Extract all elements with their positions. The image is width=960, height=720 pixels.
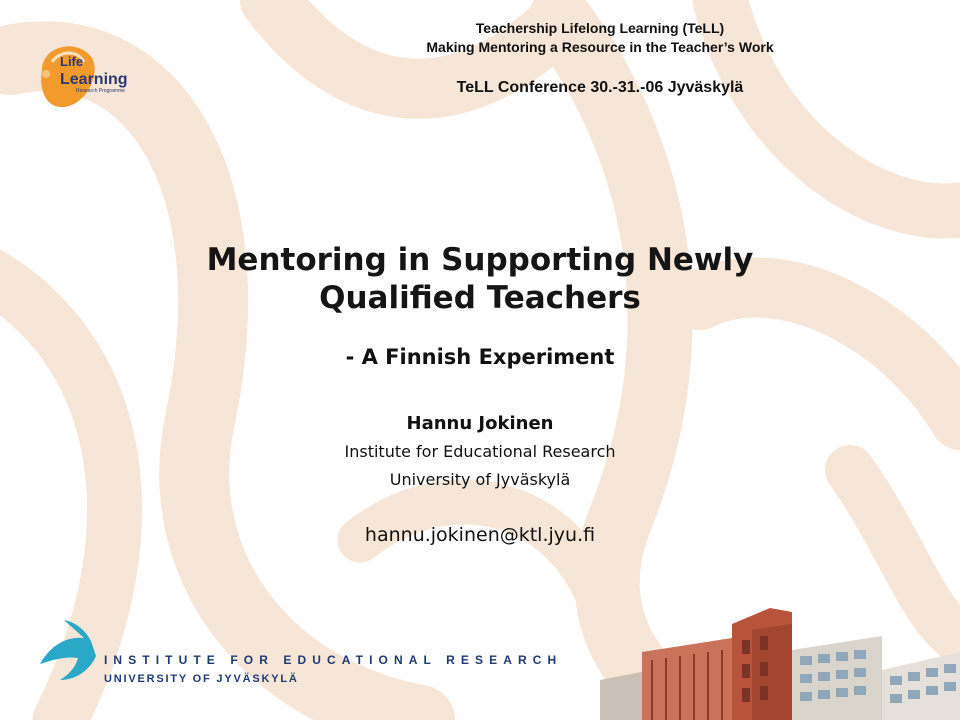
title-line-2: Qualified Teachers	[319, 280, 641, 316]
university-name-text: UNIVERSITY OF JYVÄSKYLÄ	[104, 673, 299, 685]
institute-building-photo	[582, 590, 960, 720]
title-line-1: Mentoring in Supporting Newly	[206, 242, 754, 278]
author-university: University of Jyväskylä	[389, 470, 571, 489]
institute-name-text: INSTITUTE FOR EDUCATIONAL RESEARCH	[104, 653, 563, 667]
logo-learning-text: Learning	[60, 71, 128, 88]
institute-emblem-icon	[40, 620, 96, 680]
presentation-title	[0, 241, 960, 317]
logo-tagline-text: Research Programme	[76, 88, 125, 94]
logo-life-text: Life	[60, 54, 84, 69]
institute-logo	[36, 612, 596, 692]
conference-title: TeLL Conference 30.-31.-06 Jyväskylä	[456, 79, 744, 96]
life-learning-logo	[34, 40, 146, 112]
author-institute: Institute for Educational Research	[344, 442, 616, 461]
programme-title: Teachership Lifelong Learning (TeLL)	[475, 20, 725, 36]
author-name: Hannu Jokinen	[406, 413, 554, 434]
presentation-subtitle: - A Finnish Experiment	[345, 345, 615, 369]
project-title: Making Mentoring a Resource in the Teacher’s Work	[426, 39, 774, 55]
author-email: hannu.jokinen@ktl.jyu.fi	[364, 524, 596, 546]
